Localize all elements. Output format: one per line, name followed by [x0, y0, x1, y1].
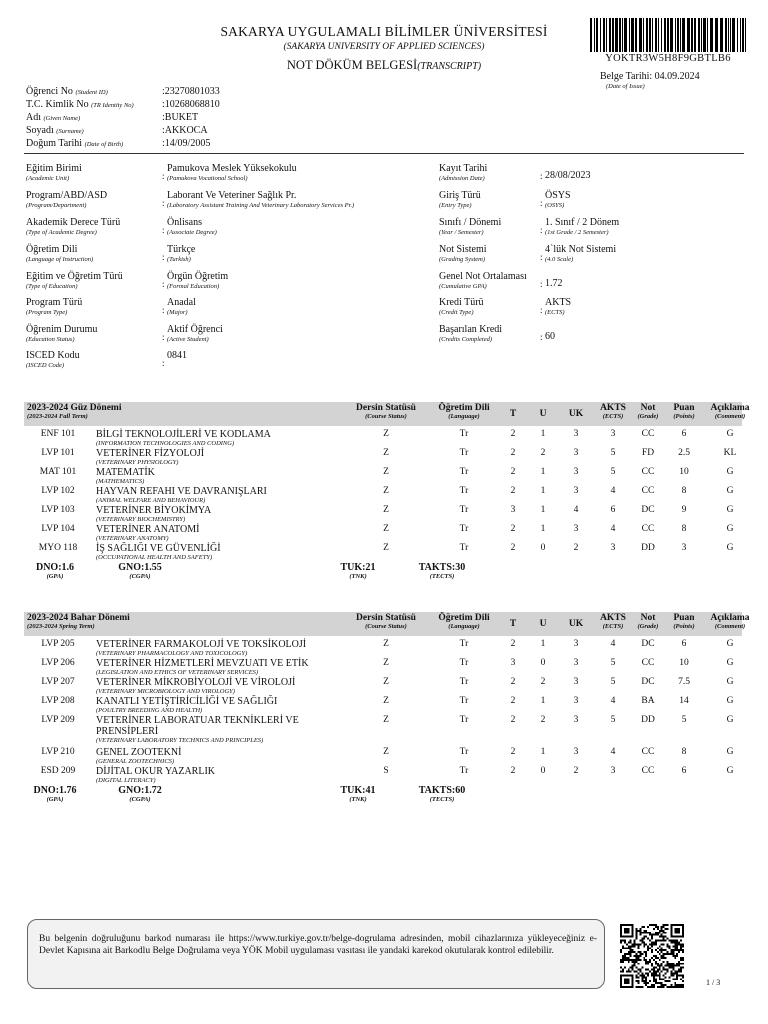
course-points: 3 [681, 543, 687, 553]
term-summary-gno: GNO:1.55 (CGPA) [118, 562, 162, 580]
course-uk: 3 [573, 639, 579, 649]
course-status: Z [383, 505, 389, 515]
course-u: 0 [540, 658, 546, 668]
column-header-comment: Açıklama (Comment) [710, 613, 750, 630]
course-uk: 3 [573, 747, 579, 757]
academic-field-value: 28/08/2023 [545, 170, 591, 181]
course-comment: G [726, 639, 734, 649]
course-t: 2 [510, 448, 516, 458]
course-name: İŞ SAĞLIĞI VE GÜVENLİĞİ (OCCUPATIONAL HEALTH AND SAFETY) [96, 543, 221, 561]
colon: : [162, 279, 165, 289]
course-t: 2 [510, 677, 516, 687]
course-uk: 3 [573, 429, 579, 439]
issue-date-value: 04.09.2024 [654, 71, 700, 82]
course-comment: G [726, 543, 734, 553]
course-grade: DD [641, 715, 655, 725]
course-comment: G [726, 696, 734, 706]
course-row [24, 429, 742, 448]
issue-date [600, 71, 700, 82]
colon: : [162, 198, 165, 208]
column-header-u: U [539, 619, 547, 629]
column-header-grade: Not (Grade) [637, 613, 659, 630]
course-points: 5 [681, 715, 687, 725]
colon: : [540, 305, 543, 315]
course-code: MAT 101 [39, 467, 77, 477]
course-lang: Tr [459, 677, 469, 687]
personal-value: :BUKET [162, 112, 199, 123]
term-summary-takts: TAKTS:60 (TECTS) [418, 785, 466, 803]
course-comment: G [726, 505, 734, 515]
personal-row-given-name [26, 112, 198, 125]
column-header-uk: UK [568, 619, 584, 629]
course-points: 8 [681, 524, 687, 534]
column-header-uk: UK [568, 409, 584, 419]
course-points: 14 [679, 696, 689, 706]
course-status: Z [383, 429, 389, 439]
course-lang: Tr [459, 505, 469, 515]
colon: : [162, 358, 165, 368]
colon: : [540, 332, 543, 342]
course-lang: Tr [459, 467, 469, 477]
academic-field-value: Anadal (Major) [167, 297, 196, 316]
course-uk: 3 [573, 715, 579, 725]
course-code: LVP 103 [41, 505, 75, 515]
course-t: 2 [510, 486, 516, 496]
course-u: 1 [540, 524, 546, 534]
course-row [24, 696, 742, 714]
course-code: LVP 104 [41, 524, 75, 534]
course-row [24, 467, 742, 486]
course-name: GENEL ZOOTEKNİ (GENERAL ZOOTECHNICS) [96, 747, 182, 765]
course-u: 2 [540, 715, 546, 725]
course-code: LVP 209 [41, 715, 75, 725]
course-code: MYO 118 [38, 543, 78, 553]
course-row [24, 543, 742, 562]
course-row [24, 524, 742, 543]
term-summary-takts: TAKTS:30 (TECTS) [418, 562, 466, 580]
course-points: 6 [681, 639, 687, 649]
course-uk: 4 [573, 505, 579, 515]
course-grade: DC [641, 505, 655, 515]
course-name: VETERİNER MİKROBİYOLOJİ VE VİROLOJİ (VETERINARY MICROBIOLOGY AND VIROLOGY) [96, 677, 296, 695]
academic-field-value: Önlisans (Associate Degree) [167, 217, 217, 236]
colon: : [540, 225, 543, 235]
course-code: ESD 209 [40, 766, 76, 776]
term-title: 2023-2024 Güz Dönemi (2023-2024 Fall Term) [27, 403, 122, 420]
colon: : [540, 198, 543, 208]
issue-date-label-en: (Date of Issue) [606, 83, 645, 90]
course-grade: FD [641, 448, 655, 458]
course-lang: Tr [459, 448, 469, 458]
term-title: 2023-2024 Bahar Dönemi (2023-2024 Spring Term) [27, 613, 130, 630]
course-lang: Tr [459, 696, 469, 706]
academic-field-label: Genel Not Ortalaması (Cumulative GPA) [439, 271, 527, 290]
personal-row-surname [26, 125, 208, 138]
qr-code-image [620, 924, 684, 988]
course-status: Z [383, 486, 389, 496]
column-header-points: Puan (Points) [673, 403, 695, 420]
academic-field-value: 1.72 [545, 278, 563, 289]
term-summary-tuk: TUK:21 (TNK) [340, 562, 376, 580]
academic-field-label: Öğrenim Durumu (Education Status) [26, 324, 98, 343]
colon: : [162, 332, 165, 342]
term-summary-tuk: TUK:41 (TNK) [340, 785, 376, 803]
course-status: Z [383, 677, 389, 687]
course-points: 6 [681, 766, 687, 776]
course-akts: 5 [610, 677, 616, 687]
course-u: 1 [540, 486, 546, 496]
course-uk: 3 [573, 696, 579, 706]
course-name: KANATLI YETİŞTİRİCİLİĞİ VE SAĞLIĞI (POULTRY BREEDING AND HEALTH) [96, 696, 278, 714]
course-akts: 5 [610, 715, 616, 725]
course-comment: G [726, 467, 734, 477]
course-status: Z [383, 448, 389, 458]
column-header-t: T [509, 409, 517, 419]
course-uk: 3 [573, 658, 579, 668]
course-name: VETERİNER HİZMETLERİ MEVZUATI VE ETİK (LEGISLATION AND ETHICS OF VETERINARY SERVICES) [96, 658, 309, 676]
personal-value: :23270801033 [162, 86, 220, 97]
verification-notice [27, 919, 605, 989]
course-grade: CC [641, 658, 655, 668]
course-t: 2 [510, 467, 516, 477]
barcode-image [590, 18, 746, 52]
course-name: VETERİNER BİYOKİMYA (VETERINARY BIOCHEMISTRY) [96, 505, 212, 523]
course-uk: 3 [573, 524, 579, 534]
course-lang: Tr [459, 486, 469, 496]
course-lang: Tr [459, 747, 469, 757]
course-u: 1 [540, 429, 546, 439]
course-code: LVP 101 [41, 448, 75, 458]
course-status: Z [383, 639, 389, 649]
course-name: BİLGİ TEKNOLOJİLERİ VE KODLAMA (INFORMATION TECHNOLOGIES AND CODING) [96, 429, 271, 447]
academic-field-value: Aktif Öğrenci (Active Student) [167, 324, 223, 343]
course-row [24, 747, 742, 765]
course-status: S [383, 766, 389, 776]
course-comment: G [726, 677, 734, 687]
course-code: LVP 205 [41, 639, 75, 649]
course-comment: G [726, 658, 734, 668]
course-akts: 4 [610, 639, 616, 649]
course-akts: 5 [610, 658, 616, 668]
column-header-u: U [539, 409, 547, 419]
course-akts: 3 [610, 429, 616, 439]
course-grade: DC [641, 639, 655, 649]
term-header [24, 612, 750, 636]
column-header-lang: Öğretim Dili (Language) [438, 613, 490, 630]
academic-field-value: 60 [545, 331, 555, 342]
course-code: LVP 210 [41, 747, 75, 757]
academic-field-label: Eğitim Birimi (Academic Unit) [26, 163, 82, 182]
course-lang: Tr [459, 658, 469, 668]
course-points: 9 [681, 505, 687, 515]
personal-row-student-id [26, 86, 220, 99]
academic-field-label: Sınıfı / Dönemi (Year / Semester) [439, 217, 502, 236]
course-comment: G [726, 715, 734, 725]
course-name: VETERİNER ANATOMİ (VETERINARY ANATOMY) [96, 524, 200, 542]
course-t: 2 [510, 524, 516, 534]
academic-field-value: AKTS (ECTS) [545, 297, 572, 316]
column-header-akts: AKTS (ECTS) [600, 403, 626, 420]
column-header-akts: AKTS (ECTS) [600, 613, 626, 630]
course-code: LVP 102 [41, 486, 75, 496]
university-name-en: (SAKARYA UNIVERSITY OF APPLIED SCIENCES) [283, 42, 485, 52]
course-u: 0 [540, 543, 546, 553]
course-row [24, 486, 742, 505]
personal-label: Adı (Given Name) [26, 112, 81, 123]
course-name: MATEMATİK (MATHEMATICS) [96, 467, 155, 485]
section-divider [24, 153, 744, 154]
personal-label: T.C. Kimlik No (TR Identity No) [26, 99, 134, 110]
course-code: ENF 101 [40, 429, 76, 439]
course-akts: 4 [610, 696, 616, 706]
course-comment: G [726, 766, 734, 776]
course-points: 10 [679, 658, 689, 668]
course-points: 10 [679, 467, 689, 477]
course-lang: Tr [459, 543, 469, 553]
course-t: 2 [510, 429, 516, 439]
course-lang: Tr [459, 524, 469, 534]
course-row [24, 639, 742, 657]
course-status: Z [383, 696, 389, 706]
course-akts: 3 [610, 543, 616, 553]
academic-field-value: 4`lük Not Sistemi (4.0 Scale) [545, 244, 617, 263]
course-t: 2 [510, 543, 516, 553]
course-code: LVP 206 [41, 658, 75, 668]
personal-row-birth-date [26, 138, 210, 151]
course-row [24, 448, 742, 467]
academic-field-label: ISCED Kodu (ISCED Code) [26, 350, 80, 369]
course-points: 8 [681, 747, 687, 757]
course-u: 2 [540, 677, 546, 687]
column-header-t: T [509, 619, 517, 629]
colon: : [162, 225, 165, 235]
course-status: Z [383, 467, 389, 477]
course-u: 2 [540, 448, 546, 458]
course-t: 2 [510, 639, 516, 649]
page-number: 1 / 3 [706, 978, 721, 987]
course-comment: G [726, 524, 734, 534]
document-title-en: (TRANSCRIPT) [417, 61, 482, 72]
academic-field-label: Not Sistemi (Grading System) [439, 244, 487, 263]
academic-field-label: Başarılan Kredi (Credits Completed) [439, 324, 503, 343]
document-title-tr: NOT DÖKÜM BELGESİ [286, 58, 418, 72]
personal-label: Soyadı (Surname) [26, 125, 84, 136]
course-uk: 2 [573, 543, 579, 553]
course-grade: CC [641, 429, 655, 439]
course-comment: G [726, 747, 734, 757]
course-status: Z [383, 715, 389, 725]
course-points: 8 [681, 486, 687, 496]
course-uk: 2 [573, 766, 579, 776]
personal-value: :10268068810 [162, 99, 220, 110]
personal-row-tr-id [26, 99, 220, 112]
colon: : [162, 171, 165, 181]
personal-label: Öğrenci No (Student ID) [26, 86, 108, 97]
course-u: 1 [540, 747, 546, 757]
personal-value: :14/09/2005 [162, 138, 211, 149]
course-lang: Tr [459, 715, 469, 725]
course-lang: Tr [459, 766, 469, 776]
course-grade: BA [641, 696, 655, 706]
academic-field-value: Örgün Öğretim (Formal Education) [167, 271, 229, 290]
course-row [24, 766, 742, 784]
column-header-grade: Not (Grade) [637, 403, 659, 420]
academic-field-value: ÖSYS (OSYS) [545, 190, 571, 209]
academic-field-value: Türkçe (Turkish) [167, 244, 196, 263]
course-status: Z [383, 524, 389, 534]
course-name: HAYVAN REFAHI VE DAVRANIŞLARI (ANIMAL WELFARE AND BEHAVIOUR) [96, 486, 267, 504]
course-comment: G [726, 486, 734, 496]
course-u: 1 [540, 467, 546, 477]
course-code: LVP 207 [41, 677, 75, 687]
personal-value: :AKKOCA [162, 125, 208, 136]
course-u: 1 [540, 505, 546, 515]
university-name: SAKARYA UYGULAMALI BİLİMLER ÜNİVERSİTESİ [220, 24, 548, 39]
course-name: VETERİNER FARMAKOLOJİ VE TOKSİKOLOJİ (VETERINARY PHARMACOLOGY AND TOXICOLOGY) [96, 639, 307, 657]
academic-field-value: 1. Sınıf / 2 Dönem (1st Grade / 2 Semester) [545, 217, 620, 236]
column-header-status: Dersin Statüsü (Course Status) [356, 403, 416, 420]
course-uk: 3 [573, 677, 579, 687]
course-row [24, 658, 742, 676]
course-akts: 4 [610, 524, 616, 534]
course-row [24, 715, 742, 744]
course-grade: CC [641, 524, 655, 534]
course-akts: 3 [610, 766, 616, 776]
academic-field-value: Pamukova Meslek Yüksekokulu (Pamukova Vocational School) [167, 163, 297, 182]
course-t: 3 [510, 505, 516, 515]
course-row [24, 505, 742, 524]
course-akts: 5 [610, 467, 616, 477]
column-header-points: Puan (Points) [673, 613, 695, 630]
course-grade: CC [641, 766, 655, 776]
course-name: VETERİNER FİZYOLOJİ (VETERINARY PHYSIOLOGY) [96, 448, 205, 466]
course-t: 2 [510, 766, 516, 776]
academic-field-value: Laborant Ve Veteriner Sağlık Pr. (Laboratory Assistant Training And Veterinary Laboratory Services Pr.) [167, 190, 355, 209]
course-akts: 4 [610, 486, 616, 496]
term-summary-gno: GNO:1.72 (CGPA) [118, 785, 162, 803]
term-summary-dno: DNO:1.76 (GPA) [33, 785, 77, 803]
barcode-number: YOKTR3W5H8F9GBTLB6 [605, 53, 731, 64]
academic-field-label: Akademik Derece Türü (Type of Academic Degree) [26, 217, 121, 236]
term-header [24, 402, 750, 426]
course-t: 3 [510, 658, 516, 668]
term-summary-dno: DNO:1.6 (GPA) [35, 562, 75, 580]
colon: : [162, 305, 165, 315]
colon: : [162, 252, 165, 262]
course-grade: DD [641, 543, 655, 553]
colon: : [540, 252, 543, 262]
course-t: 2 [510, 696, 516, 706]
course-t: 2 [510, 747, 516, 757]
academic-field-label: Eğitim ve Öğretim Türü (Type of Education) [26, 271, 123, 290]
course-comment: G [726, 429, 734, 439]
column-header-lang: Öğretim Dili (Language) [438, 403, 490, 420]
course-uk: 3 [573, 467, 579, 477]
course-name: VETERİNER LABORATUAR TEKNİKLERİ VE PRENSİPLERİ (VETERINARY LABORATORY TECHNICS AND PRINCIPLES) [96, 715, 299, 744]
course-u: 0 [540, 766, 546, 776]
course-status: Z [383, 543, 389, 553]
academic-field-label: Program Türü (Program Type) [26, 297, 83, 316]
issue-date-label: Belge Tarihi: [600, 71, 653, 82]
course-points: 2.5 [678, 448, 690, 458]
course-grade: CC [641, 486, 655, 496]
column-header-status: Dersin Statüsü (Course Status) [356, 613, 416, 630]
course-status: Z [383, 658, 389, 668]
course-points: 6 [681, 429, 687, 439]
course-akts: 4 [610, 747, 616, 757]
course-u: 1 [540, 639, 546, 649]
course-akts: 6 [610, 505, 616, 515]
course-akts: 5 [610, 448, 616, 458]
academic-field-label: Kayıt Tarihi (Admission Date) [439, 163, 488, 182]
course-lang: Tr [459, 639, 469, 649]
course-grade: CC [641, 467, 655, 477]
course-uk: 3 [573, 448, 579, 458]
academic-field-value: 0841 [167, 350, 187, 361]
course-lang: Tr [459, 429, 469, 439]
course-grade: DC [641, 677, 655, 687]
course-row [24, 677, 742, 695]
verification-notice-text: Bu belgenin doğruluğunu barkod numarası ile https://www.turkiye.gov.tr/belge-dogrulama adresinden, mobil cihazlarınıza yükleyeceğiniz e-Devlet Kapısına ait Barkodlu Belge Doğrulama veya YÖK Mobil uygulaması vasıtası ile yandaki karekod okutularak kontrol edilebilir. [39, 934, 597, 956]
academic-field-label: Program/ABD/ASD (Program/Department) [26, 190, 108, 209]
course-code: LVP 208 [41, 696, 75, 706]
course-grade: CC [641, 747, 655, 757]
column-header-comment: Açıklama (Comment) [710, 403, 750, 420]
course-uk: 3 [573, 486, 579, 496]
colon: : [540, 171, 543, 181]
academic-field-label: Öğretim Dili (Language of Instruction) [26, 244, 94, 263]
academic-field-label: Kredi Türü (Credit Type) [439, 297, 484, 316]
academic-field-label: Giriş Türü (Entry Type) [439, 190, 481, 209]
colon: : [540, 279, 543, 289]
course-t: 2 [510, 715, 516, 725]
personal-label: Doğum Tarihi (Date of Birth) [26, 138, 124, 149]
course-comment: KL [723, 448, 737, 458]
course-status: Z [383, 747, 389, 757]
course-name: DİJİTAL OKUR YAZARLIK (DIGITAL LITERACY) [96, 766, 215, 784]
course-u: 1 [540, 696, 546, 706]
course-points: 7.5 [678, 677, 690, 687]
